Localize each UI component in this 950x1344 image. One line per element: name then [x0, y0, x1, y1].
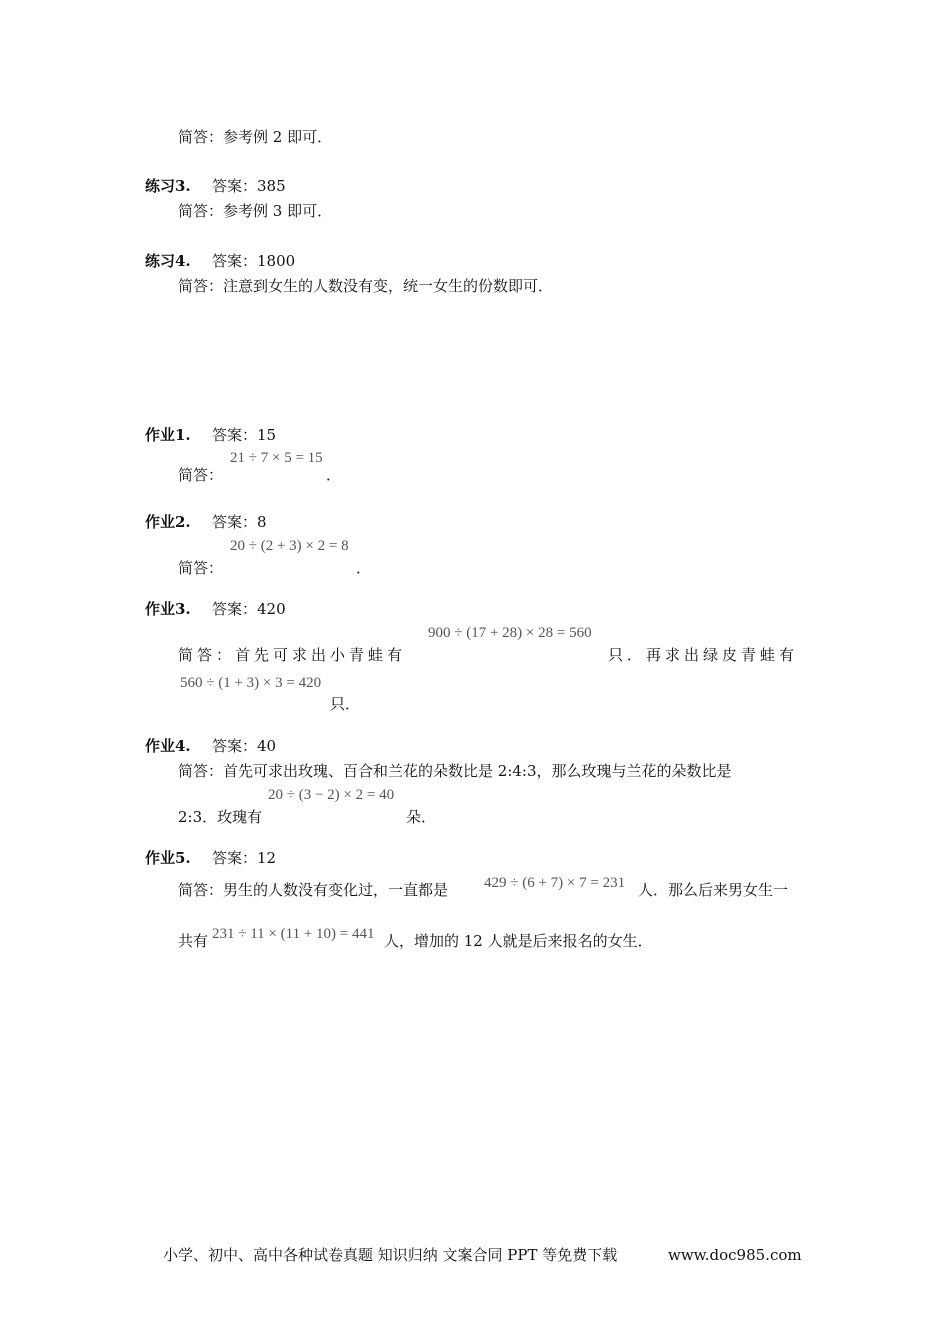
footer-link[interactable]: www.doc985.com	[668, 1246, 802, 1264]
homework-4-brief-line-2-prefix: 2:3．玫瑰有	[178, 808, 263, 826]
practice-4-answer: 答案：1800	[212, 252, 296, 270]
homework-1-formula: 21 ÷ 7 × 5 = 15	[230, 450, 323, 466]
homework-1-heading: 作业1.	[145, 426, 191, 444]
homework-5-formula-1: 429 ÷ (6 + 7) × 7 = 231	[484, 875, 626, 891]
homework-3-answer: 答案：420	[212, 600, 286, 618]
homework-2-formula: 20 ÷ (2 + 3) × 2 = 8	[230, 538, 349, 554]
homework-4-brief-line-1: 简答：首先可求出玫瑰、百合和兰花的朵数比是 2:4:3，那么玫瑰与兰花的朵数比是	[178, 762, 732, 780]
homework-4-formula: 20 ÷ (3 − 2) × 2 = 40	[268, 787, 395, 803]
homework-4-heading: 作业4.	[145, 737, 191, 755]
homework-5-heading: 作业5.	[145, 849, 191, 867]
practice-4-brief: 简答：注意到女生的人数没有变，统一女生的份数即可．	[178, 277, 554, 295]
homework-5-brief-line-2-prefix: 共有	[178, 932, 209, 950]
homework-3-brief-prefix: 简答：首先可求出小青蛙有	[178, 646, 407, 664]
homework-1-answer: 答案：15	[212, 426, 277, 444]
practice-3-answer: 答案：385	[212, 177, 286, 195]
homework-2-brief-suffix: ．	[356, 559, 372, 577]
homework-3-brief-suffix: 只．	[330, 695, 361, 713]
homework-5-brief-line-2-suffix: 人，增加的 12 人就是后来报名的女生．	[384, 932, 653, 950]
homework-3-brief-mid: 只．再求出绿皮青蛙有	[608, 646, 799, 664]
practice-4-heading: 练习4.	[145, 252, 191, 270]
homework-5-brief-line-1-suffix: 人．那么后来男女生一	[638, 881, 789, 899]
homework-3-formula-2: 560 ÷ (1 + 3) × 3 = 420	[180, 675, 322, 691]
homework-3-heading: 作业3.	[145, 600, 191, 618]
homework-4-brief-suffix: 朵．	[406, 808, 437, 826]
homework-2-brief-prefix: 简答：	[178, 559, 224, 577]
practice-3-heading: 练习3.	[145, 177, 191, 195]
homework-5-answer: 答案：12	[212, 849, 277, 867]
homework-4-answer: 答案：40	[212, 737, 277, 755]
homework-5-brief-line-1-prefix: 简答：男生的人数没有变化过，一直都是	[178, 881, 449, 899]
practice-3-brief: 简答：参考例 3 即可．	[178, 202, 333, 220]
homework-2-heading: 作业2.	[145, 513, 191, 531]
homework-1-brief-suffix: ．	[326, 466, 342, 484]
footer-text: 小学、初中、高中各种试卷真题 知识归纳 文案合同 PPT 等免费下载	[163, 1246, 618, 1264]
homework-2-answer: 答案：8	[212, 513, 267, 531]
example-2-brief: 简答：参考例 2 即可．	[178, 128, 333, 146]
homework-5-formula-2: 231 ÷ 11 × (11 + 10) = 441	[212, 926, 375, 942]
homework-3-formula-1: 900 ÷ (17 + 28) × 28 = 560	[428, 625, 592, 641]
homework-1-brief-prefix: 简答：	[178, 466, 224, 484]
